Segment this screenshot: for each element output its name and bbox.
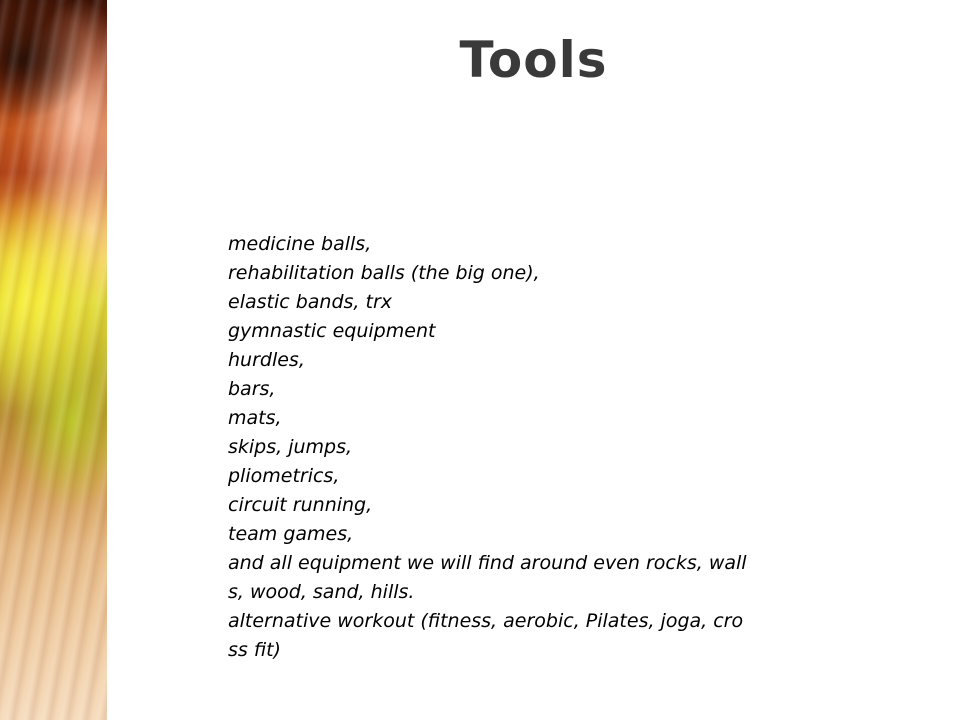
list-item: medicine balls, — [228, 233, 372, 255]
list-item: circuit running, — [228, 494, 373, 516]
list-item: alternative workout (fitness, aerobic, Pilates, joga, cro — [228, 610, 744, 632]
decorative-side-photo — [0, 0, 107, 720]
list-item: rehabilitation balls (the big one), — [228, 262, 540, 284]
list-item: bars, — [228, 378, 276, 400]
list-item: skips, jumps, — [228, 436, 353, 458]
list-item: elastic bands, trx — [228, 291, 393, 313]
list-item: gymnastic equipment — [228, 320, 436, 342]
list-item: ss fit) — [228, 639, 281, 661]
list-item: and all equipment we will find around even rocks, wall — [228, 552, 747, 574]
list-item: hurdles, — [228, 349, 305, 371]
slide-title: Tools — [459, 31, 608, 89]
list-item: team games, — [228, 523, 354, 545]
tools-list — [228, 230, 808, 665]
list-item: pliometrics, — [228, 465, 340, 487]
list-item: mats, — [228, 407, 282, 429]
list-item: s, wood, sand, hills. — [228, 581, 415, 603]
